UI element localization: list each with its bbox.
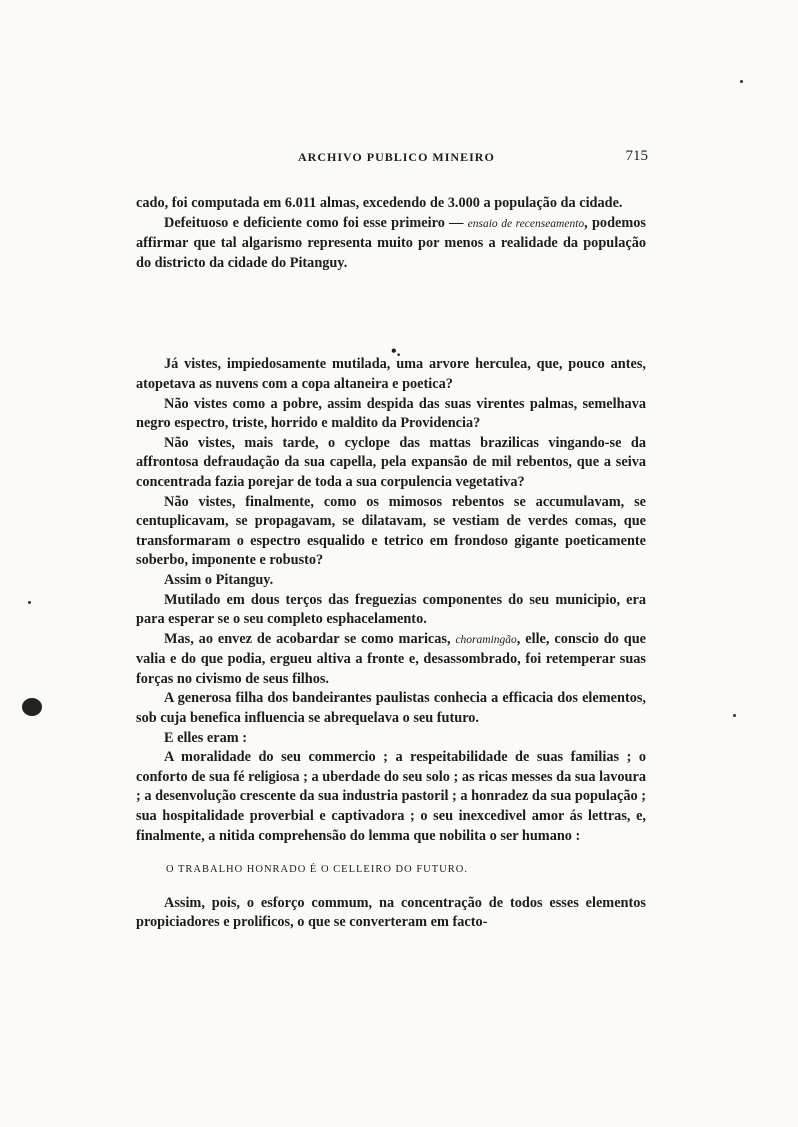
ink-speck (740, 80, 743, 83)
section-separator: •. (391, 343, 401, 360)
paragraph (136, 748, 646, 846)
paragraph (136, 630, 646, 690)
paragraph (136, 194, 646, 214)
ink-speck (733, 714, 736, 717)
paragraph (136, 214, 646, 274)
paragraph (136, 434, 646, 493)
paragraph-text: Mutilado em dous terços das freguezias componentes do seu municipio, era para esperar se o seu completo esphacelamento. (136, 591, 646, 628)
paragraph-text: Não vistes, mais tarde, o cyclope das mattas brazilicas vingando-se da affrontosa defraudação da sua capella, pela expansão de mil rebentos, que a seiva concentrada fazia porejar de toda a sua corpulencia vegetativa? (136, 434, 646, 490)
page-number: 715 (625, 148, 648, 164)
paragraph-text: Mas, ao envez de acobardar se como maricas, (164, 630, 456, 647)
paragraph-text: Defeituoso e deficiente como foi esse primeiro — (164, 214, 468, 231)
paragraph-text: cado, foi computada em 6.011 almas, excedendo de 3.000 a população da cidade. (136, 195, 623, 211)
paragraph-text: Não vistes como a pobre, assim despida das suas virentes palmas, semelhava negro espectro, triste, horrido e maldito da Providencia? (136, 395, 646, 432)
paragraph (136, 894, 646, 933)
paragraph-text: Assim, pois, o esforço commum, na concentração de todos esses elementos propiciadores e prolificos, o que se converteram em facto- (136, 894, 646, 931)
body-text (136, 194, 646, 933)
paragraph-text: A moralidade do seu commercio ; a respeitabilidade de suas familias ; o conforto de sua fé religiosa ; a uberdade do seu solo ; as ricas messes da sua lavoura ; a desenvolução crescente da sua industria pastoril ; a honradez da sua população ; sua hospitalidade proverbial e captivadora ; o seu inexcedivel amor ás lettras, e, finalmente, a nitida comprehensão do lemma que nobilita o ser humano : (136, 749, 646, 844)
paragraph (136, 493, 646, 571)
paragraph (136, 689, 646, 728)
italic-text: choramingão (455, 633, 517, 646)
paragraph-text: Não vistes, finalmente, como os mimosos rebentos se accumulavam, se centuplicavam, se propagavam, se dilatavam, se vestiam de verdes comas, que transformaram o espectro esqualido e tetrico em frondoso gigante poeticamente soberbo, imponente e robusto? (136, 493, 646, 569)
paragraph (136, 729, 646, 749)
ink-speck (28, 601, 31, 604)
motto: O TRABALHO HONRADO É O CELLEIRO DO FUTURO. (166, 864, 468, 876)
paragraph-text: Já vistes, impiedosamente mutilada, uma arvore herculea, que, pouco antes, atopetava as nuvens com a copa altaneira e poetica? (136, 356, 646, 392)
paragraph-text: Assim o Pitanguy. (164, 571, 274, 588)
paragraph-text: A generosa filha dos bandeirantes paulistas conhecia a efficacia dos elementos, sob cuja benefica influencia se abrequelava o seu futuro. (136, 690, 646, 727)
paragraph-text: , podemos affirmar que tal algarismo representa muito por menos a realidade da população do districto da cidade do Pitanguy. (136, 214, 646, 271)
paragraph (136, 571, 646, 591)
paragraph (136, 355, 646, 394)
running-title: ARCHIVO PUBLICO MINEIRO (298, 150, 495, 164)
italic-text: ensaio de recenseamento (467, 217, 585, 230)
paragraph-text: , elle, conscio do que valia e do que podia, ergueu altiva a fronte e, desassombrado, foi retemperar suas forças no civismo de seus filhos. (136, 630, 646, 687)
paragraph (136, 395, 646, 434)
ink-blot (22, 698, 42, 716)
paragraph (136, 591, 646, 630)
paragraph-text: E elles eram : (164, 729, 247, 746)
page-header (136, 148, 648, 170)
